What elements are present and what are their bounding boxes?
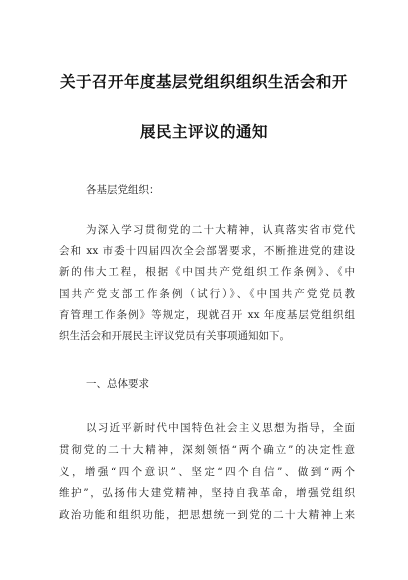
paragraph-2-line: 维护”，弘扬伟大建党精神，坚持自我革命，增强党组织 <box>59 487 355 499</box>
document-title-line-2: 展民主评议的通知 <box>139 123 268 141</box>
paragraph-2-line: 贯彻党的二十大精神，深刻领悟“两个确立”的决定性意 <box>59 444 355 456</box>
salutation: 各基层党组织： <box>86 184 160 196</box>
paragraph-2-line: 义，增强“四个意识”、坚定“四个自信”、做到“两个 <box>59 466 355 478</box>
paragraph-1-line: 育管理工作条例》等规定，现就召开 xx 年度基层党组织组 <box>59 309 355 321</box>
document-title-line-1: 关于召开年度基层党组织组织生活会和开 <box>59 73 348 91</box>
paragraph-1-line: 新的伟大工程，根据《中国共产党组织工作条例》、《中 <box>59 266 355 278</box>
paragraph-2-line: 以习近平新时代中国特色社会主义思想为指导，全面 <box>86 422 355 434</box>
section-heading-general-requirements: 一、总体要求 <box>86 378 149 390</box>
paragraph-1-line: 为深入学习贯彻党的二十大精神，认真落实省市党代 <box>86 224 355 236</box>
paragraph-2-line: 政治功能和组织功能，把思想统一到党的二十大精神上来 <box>59 509 355 521</box>
paragraph-1-line: 会和 xx 市委十四届四次全会部署要求，不断推进党的建设 <box>59 245 355 257</box>
paragraph-1-line: 织生活会和开展民主评议党员有关事项通知如下。 <box>59 330 290 342</box>
paragraph-1-line: 国共产党支部工作条例（试行）》、《中国共产党党员教 <box>59 288 355 300</box>
